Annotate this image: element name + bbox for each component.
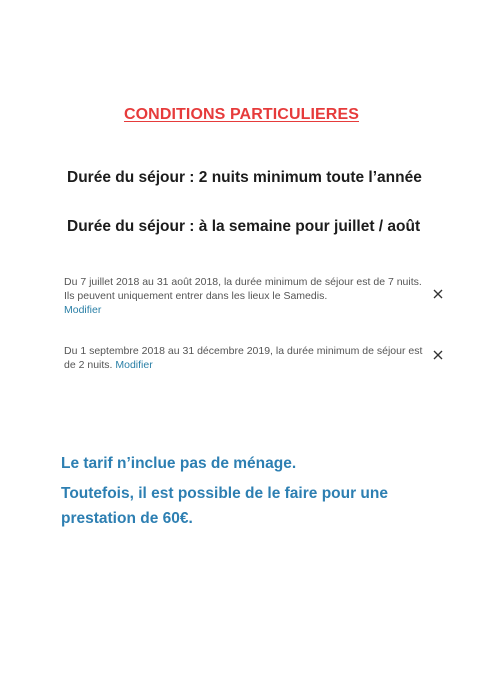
page-title: CONDITIONS PARTICULIERES xyxy=(123,106,359,123)
modify-link[interactable]: Modifier xyxy=(115,359,153,371)
close-icon[interactable] xyxy=(432,349,444,361)
minimum-stay-note-season xyxy=(64,344,424,372)
note-text: Du 7 juillet 2018 au 31 août 2018, la durée minimum de séjour est de 7 nuits. Ils peuvent uniquement entrer dans les lieux le Samedis. xyxy=(64,276,422,302)
note-text: Du 1 septembre 2018 au 31 décembre 2019, la durée minimum de séjour est de 2 nuits. xyxy=(64,345,423,371)
close-icon[interactable] xyxy=(432,288,444,300)
cleaning-option-text: Toutefois, il est possible de le faire pour une prestation de 60€. xyxy=(61,485,388,527)
stay-duration-heading-summer: Durée du séjour : à la semaine pour juillet / août xyxy=(67,218,421,235)
cleaning-not-included-text: Le tarif n’inclue pas de ménage. xyxy=(61,455,297,472)
minimum-stay-note-summer xyxy=(64,275,424,317)
stay-duration-heading-year: Durée du séjour : 2 nuits minimum toute l’année xyxy=(67,169,422,186)
modify-link[interactable]: Modifier xyxy=(64,304,102,316)
